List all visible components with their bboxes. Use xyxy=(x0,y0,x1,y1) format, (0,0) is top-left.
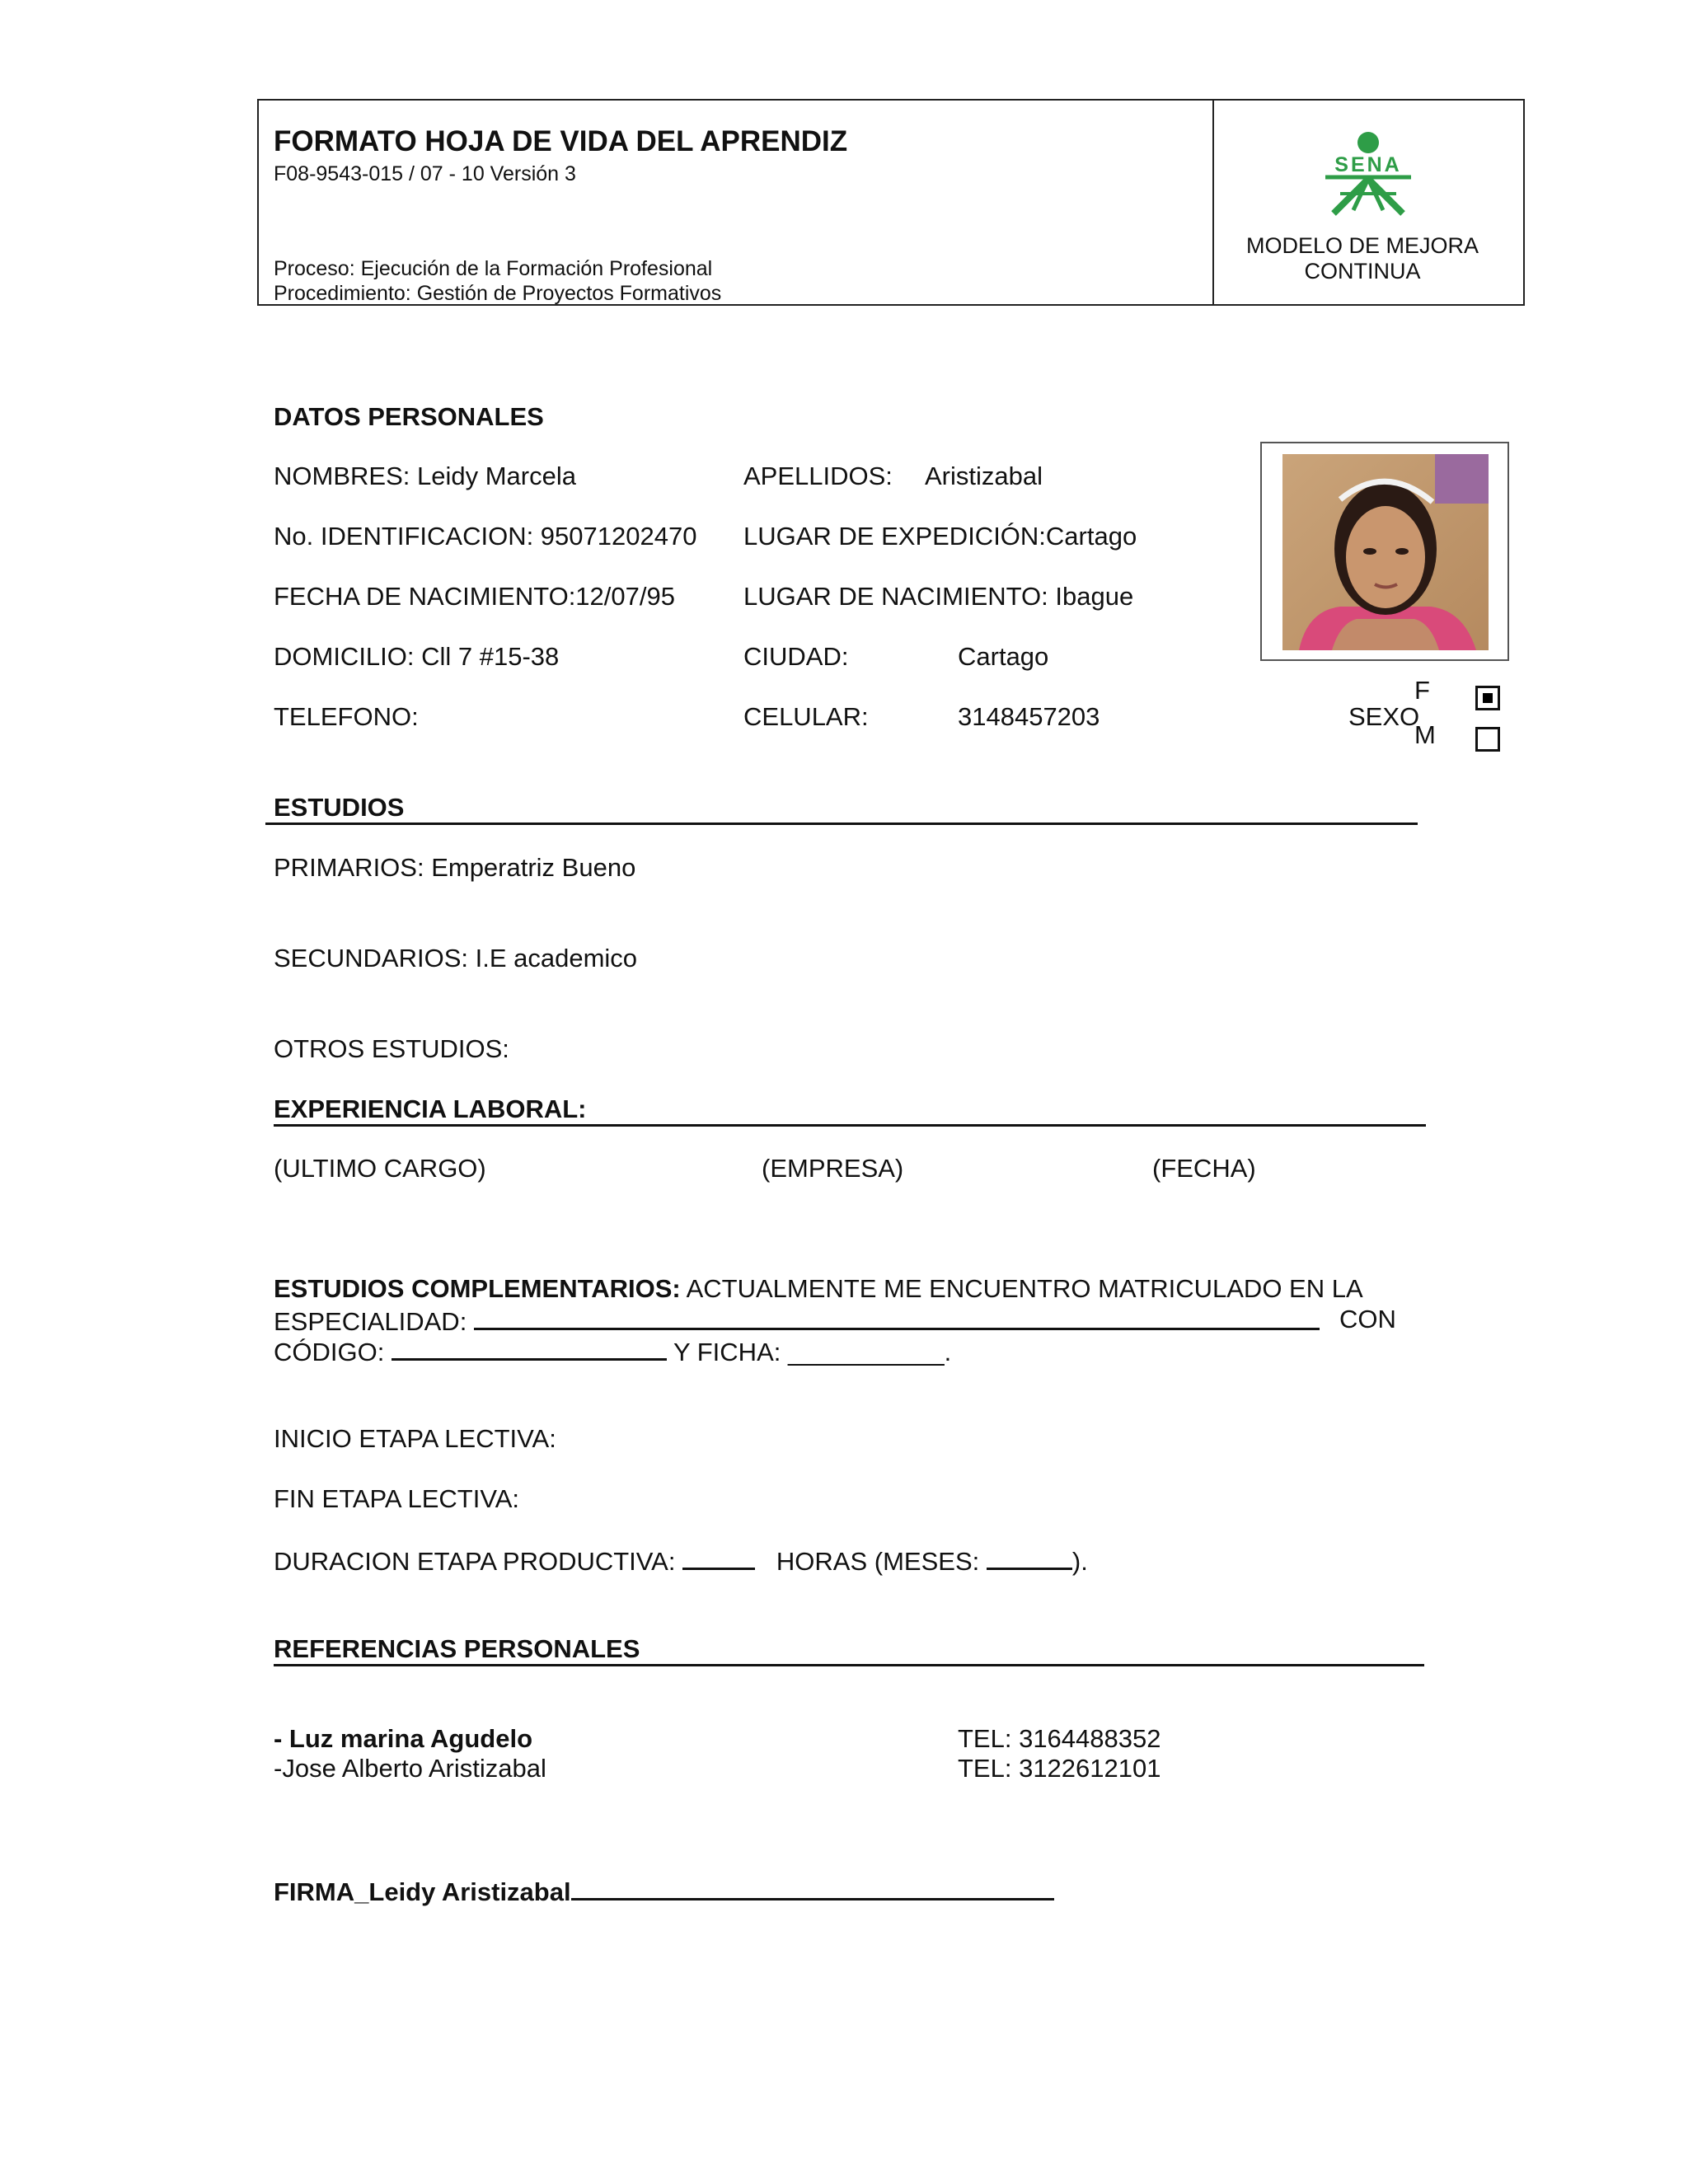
personal-heading: DATOS PERSONALES xyxy=(274,402,544,431)
ciudad-value: Cartago xyxy=(958,642,1049,671)
sexo-m-label: M xyxy=(1414,720,1436,749)
firma-label: FIRMA_Leidy Aristizabal xyxy=(274,1877,571,1906)
codigo-label: CÓDIGO: xyxy=(274,1338,385,1366)
horas-blank[interactable] xyxy=(682,1544,755,1570)
sena-logo xyxy=(1311,128,1426,218)
lugar-expedicion-field: LUGAR DE EXPEDICIÓN:Cartago xyxy=(743,522,1137,551)
secundarios-field: SECUNDARIOS: I.E academico xyxy=(274,944,638,972)
estudios-rule xyxy=(265,823,1418,825)
codigo-blank[interactable] xyxy=(392,1335,667,1361)
fecha-nacimiento-field: FECHA DE NACIMIENTO:12/07/95 xyxy=(274,582,675,611)
codigo-line xyxy=(274,1335,951,1367)
celular-label: CELULAR: xyxy=(743,702,869,731)
con-label: CON xyxy=(1339,1305,1396,1333)
complementarios-line-1 xyxy=(274,1274,1363,1304)
ultimo-cargo-col: (ULTIMO CARGO) xyxy=(274,1154,486,1183)
experiencia-heading: EXPERIENCIA LABORAL: xyxy=(274,1094,587,1123)
especialidad-label: ESPECIALIDAD: xyxy=(274,1307,467,1336)
complementarios-heading: ESTUDIOS COMPLEMENTARIOS: xyxy=(274,1274,681,1303)
apellidos-label: APELLIDOS: xyxy=(743,462,893,490)
document-code: F08-9543-015 / 07 - 10 Versión 3 xyxy=(274,162,576,185)
especialidad-blank[interactable] xyxy=(474,1305,1320,1330)
fin-etapa-field: FIN ETAPA LECTIVA: xyxy=(274,1484,520,1513)
ciudad-label: CIUDAD: xyxy=(743,642,849,671)
telefono-field: TELEFONO: xyxy=(274,702,419,731)
duracion-label: DURACION ETAPA PRODUCTIVA: xyxy=(274,1547,676,1576)
document-title: FORMATO HOJA DE VIDA DEL APRENDIZ xyxy=(274,125,848,157)
referencias-rule xyxy=(274,1664,1424,1666)
applicant-photo xyxy=(1282,454,1489,650)
fecha-col: (FECHA) xyxy=(1152,1154,1256,1183)
sena-logo-text: SENA xyxy=(1334,153,1402,176)
complementarios-intro: ACTUALMENTE ME ENCUENTRO MATRICULADO EN LA xyxy=(680,1274,1363,1303)
model-line-1: MODELO DE MEJORA xyxy=(1245,233,1479,258)
primarios-field: PRIMARIOS: Emperatriz Bueno xyxy=(274,853,636,882)
nombres-field: NOMBRES: Leidy Marcela xyxy=(274,462,576,490)
referencia-tel: TEL: 3164488352 xyxy=(958,1724,1161,1753)
empresa-col: (EMPRESA) xyxy=(762,1154,904,1183)
meses-blank[interactable] xyxy=(987,1544,1072,1570)
sexo-m-checkbox[interactable] xyxy=(1475,727,1500,752)
sexo-f-label: F xyxy=(1414,676,1430,705)
domicilio-field: DOMICILIO: Cll 7 #15-38 xyxy=(274,642,560,671)
ficha-label: Y FICHA: ___________. xyxy=(666,1338,952,1366)
model-line-2: CONTINUA xyxy=(1304,259,1421,284)
duracion-line xyxy=(274,1544,1088,1577)
horas-label: HORAS (MESES: xyxy=(776,1547,980,1576)
sexo-f-checkbox[interactable] xyxy=(1475,686,1500,710)
referencias-heading: REFERENCIAS PERSONALES xyxy=(274,1634,640,1663)
identificacion-field: No. IDENTIFICACION: 95071202470 xyxy=(274,522,697,551)
sexo-label: SEXO xyxy=(1348,702,1420,731)
especialidad-line xyxy=(274,1305,1320,1337)
procedure-text: Procedimiento: Gestión de Proyectos Formativos xyxy=(274,282,722,305)
firma-line xyxy=(274,1875,1054,1907)
apellidos-value: Aristizabal xyxy=(925,462,1043,490)
celular-value: 3148457203 xyxy=(958,702,1100,731)
experiencia-rule xyxy=(274,1124,1426,1127)
referencia-name: - Luz marina Agudelo xyxy=(274,1724,533,1753)
firma-blank[interactable] xyxy=(571,1875,1054,1900)
referencia-name: -Jose Alberto Aristizabal xyxy=(274,1754,546,1783)
process-text: Proceso: Ejecución de la Formación Profesional xyxy=(274,257,713,280)
checkbox-checked-mark xyxy=(1483,693,1493,703)
referencia-tel: TEL: 3122612101 xyxy=(958,1754,1161,1783)
inicio-etapa-field: INICIO ETAPA LECTIVA: xyxy=(274,1424,556,1453)
sena-logo-head-icon xyxy=(1357,132,1379,153)
otros-estudios-field: OTROS ESTUDIOS: xyxy=(274,1034,509,1063)
duracion-close: ). xyxy=(1071,1547,1088,1576)
estudios-heading: ESTUDIOS xyxy=(274,793,405,822)
lugar-nacimiento-field: LUGAR DE NACIMIENTO: Ibague xyxy=(743,582,1134,611)
photo-frame xyxy=(1260,442,1509,661)
